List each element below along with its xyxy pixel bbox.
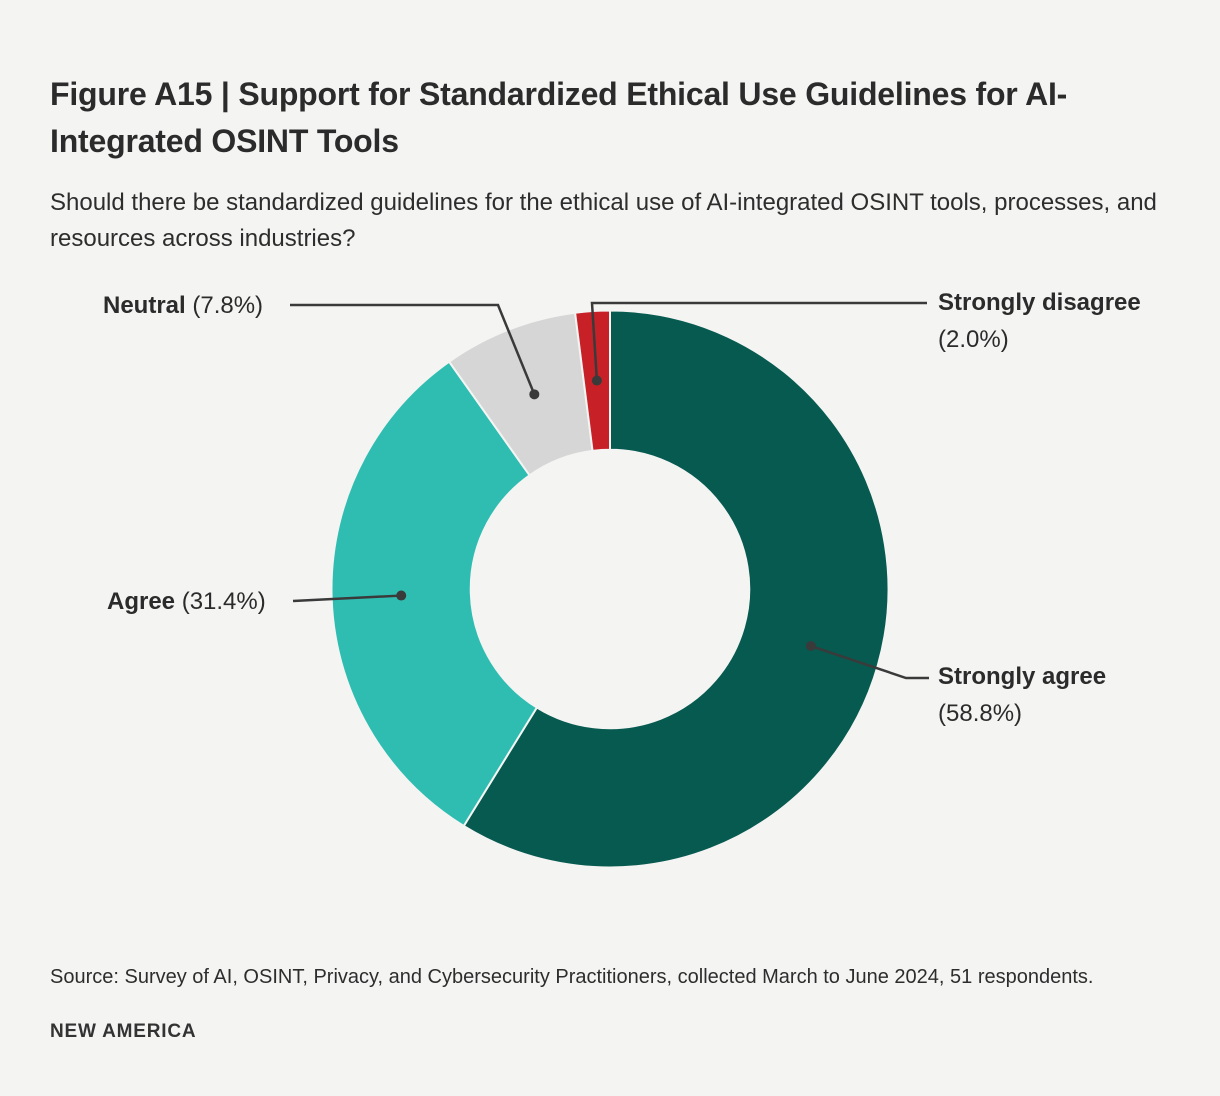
callout-agree-value: (31.4%): [181, 588, 266, 615]
callout-agree-label: Agree: [107, 588, 176, 615]
callout-strongly-agree-label: Strongly agree: [938, 663, 1107, 690]
callout-neutral-value: (7.8%): [192, 292, 264, 319]
callout-agree: [107, 583, 266, 620]
callout-strongly-agree: [938, 658, 1143, 732]
callout-strongly-agree-value: (58.8%): [938, 700, 1023, 727]
leader-dot-agree: [396, 591, 406, 601]
figure-subtitle: Should there be standardized guidelines for the ethical use of AI-integrated OSINT tools, processes, and resources across industries?: [50, 189, 1157, 252]
callout-neutral-label: Neutral: [103, 292, 186, 319]
figure-title: Figure A15 | Support for Standardized Ethical Use Guidelines for AI-Integrated OSINT Tools: [50, 76, 1068, 160]
leader-dot-strongly-disagree: [592, 376, 602, 386]
leader-dot-strongly-agree: [806, 641, 816, 651]
callout-strongly-disagree: [938, 284, 1143, 358]
callout-strongly-disagree-value: (2.0%): [938, 326, 1009, 353]
callout-strongly-disagree-label: Strongly disagree: [938, 289, 1141, 316]
source-text: Source: Survey of AI, OSINT, Privacy, and Cybersecurity Practitioners, collected March to June 2024, 51 respondents.: [50, 966, 1094, 988]
new-america-logo: NEW AMERICA: [50, 1021, 197, 1042]
callout-neutral: [103, 287, 263, 324]
leader-dot-neutral: [529, 389, 539, 399]
